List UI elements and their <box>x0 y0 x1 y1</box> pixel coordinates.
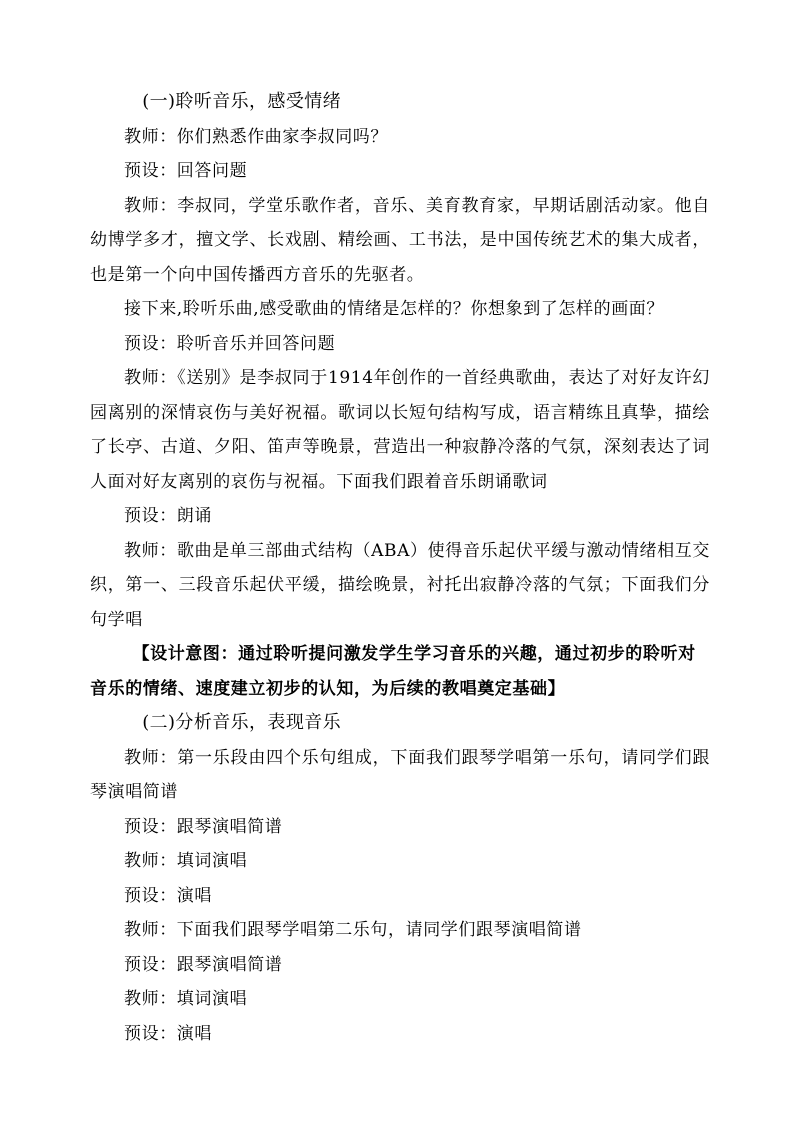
design-intent-note: 【设计意图：通过聆听提问激发学生学习音乐的兴趣，通过初步的聆听对音乐的情绪、速度建立初步的认知，为后续的教唱奠定基础】 <box>90 644 696 699</box>
paragraph: 教师：第一乐段由四个乐句组成，下面我们跟琴学唱第一乐句，请同学们跟琴演唱简谱 <box>90 747 710 802</box>
paragraph: 教师：填词演唱 <box>124 851 248 871</box>
paragraph: 接下来,聆听乐曲,感受歌曲的情绪是怎样的？你想象到了怎样的画面？ <box>124 299 665 319</box>
paragraph: 教师：下面我们跟琴学唱第二乐句，请同学们跟琴演唱简谱 <box>124 920 582 940</box>
paragraph: 预设：聆听音乐并回答问题 <box>124 333 336 354</box>
paragraph: 预设：跟琴演唱简谱 <box>124 816 283 837</box>
section-heading-analyze: (二)分析音乐，表现音乐 <box>142 712 342 733</box>
document-body <box>90 85 710 1051</box>
paragraph: 教师：你们熟悉作曲家李叔同吗？ <box>124 126 388 147</box>
paragraph: 教师：《送别》是李叔同于1914年创作的一首经典歌曲，表达了对好友许幻园离别的深情哀伤与美好祝福。歌词以长短句结构写成，语言精练且真挚，描绘了长亭、古道、夕阳、笛声等晚景，营造出一种寂静冷落的气氛，深刻表达了词人面对好友离别的哀伤与祝福。下面我们跟着音乐朗诵歌词 <box>90 368 710 492</box>
paragraph: 预设：演唱 <box>124 885 212 906</box>
paragraph: 预设：跟琴演唱简谱 <box>124 954 283 975</box>
paragraph: 预设：回答问题 <box>124 161 248 181</box>
paragraph: 教师：歌曲是单三部曲式结构（ABA）使得音乐起伏平缓与激动情绪相互交织，第一、三段音乐起伏平缓，描绘晚景，衬托出寂静冷落的气氛；下面我们分句学唱 <box>90 540 710 630</box>
paragraph: 预设：演唱 <box>124 1023 212 1044</box>
section-heading-listen: (一)聆听音乐，感受情绪 <box>142 91 342 112</box>
paragraph: 预设：朗诵 <box>124 506 212 526</box>
paragraph: 教师：李叔同，学堂乐歌作者，音乐、美育教育家，早期话剧活动家。他自幼博学多才，擅文学、长戏剧、精绘画、工书法，是中国传统艺术的集大成者，也是第一个向中国传播西方音乐的先驱者。 <box>90 195 710 285</box>
paragraph: 教师：填词演唱 <box>124 989 248 1009</box>
